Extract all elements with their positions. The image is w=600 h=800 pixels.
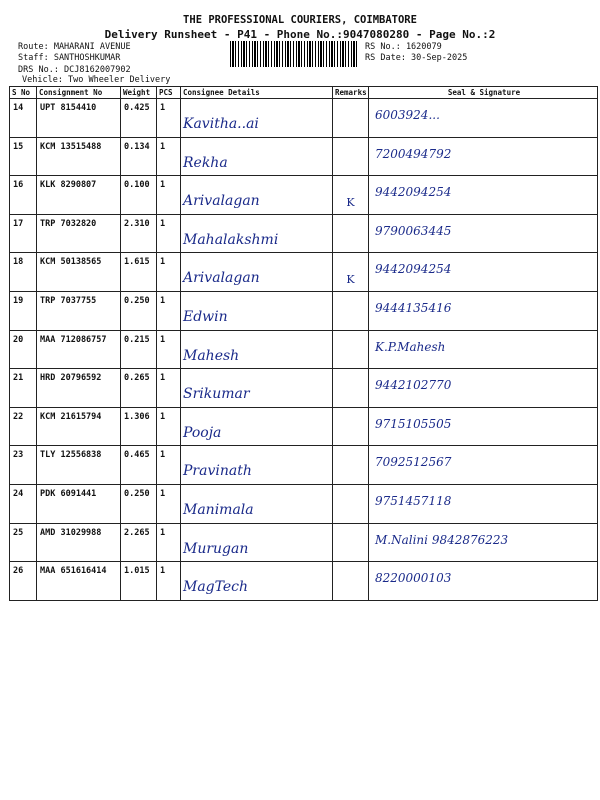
signature-text-cell [369,253,598,292]
consignee-name: Pooja [183,424,222,441]
serial-number: 20 [13,334,24,345]
remark-mark: K [346,196,355,210]
barcode-image [230,41,358,67]
consignee-name-cell [181,446,333,485]
consignment-number: TRP 7037755 [40,295,97,306]
signature-text: 6003924... [375,108,440,122]
col-sno: S No [10,87,37,99]
weight-value-cell [121,369,157,408]
signature-text: M.Nalini 9842876223 [375,532,509,547]
consignment-number-cell [37,291,121,330]
company-title: THE PROFESSIONAL COURIERS, COIMBATORE [183,14,417,26]
serial-number: 15 [13,141,24,152]
pcs-value: 1 [160,450,166,461]
table-row [10,253,598,292]
consignment-number-cell [37,214,121,253]
pcs-value: 1 [160,295,166,306]
weight-value: 0.425 [124,103,150,113]
consignment-number-cell [37,446,121,485]
consignee-name-cell [181,291,333,330]
consignment-number-cell [37,99,121,138]
consignee-name-cell [181,523,333,562]
serial-number: 21 [13,373,24,384]
weight-value-cell [121,214,157,253]
serial-number-cell [10,330,37,369]
signature-text-cell [369,562,598,601]
pcs-value: 1 [160,180,166,191]
pcs-value: 1 [160,141,166,152]
remark-mark-cell [333,291,369,330]
signature-text: 7092512567 [375,455,452,470]
serial-number-cell [10,484,37,523]
pcs-value: 1 [160,411,166,422]
consignment-number-cell [37,407,121,446]
table-row [10,562,598,601]
pcs-value-cell [157,407,181,446]
consignee-name-cell [181,214,333,253]
vehicle-label: Vehicle: Two Wheeler Delivery [22,75,171,85]
consignment-number-cell [37,330,121,369]
weight-value: 0.100 [124,180,150,191]
remark-mark [333,485,368,505]
consignee-name: Murugan [183,540,249,557]
serial-number-cell [10,523,37,562]
pcs-value-cell [157,484,181,523]
consignee-name: Rekha [183,154,228,171]
serial-number-cell [10,446,37,485]
table-row [10,523,598,562]
consignee-name: MagTech [183,579,249,596]
pcs-value-cell [157,562,181,601]
weight-value-cell [121,291,157,330]
consignee-name: Srikumar [183,386,250,403]
serial-number: 18 [13,257,24,268]
consignee-name: Kavitha..ai [183,116,259,132]
consignee-name-cell [181,137,333,176]
consignee-name-cell [181,253,333,292]
col-pcs: PCS [157,87,181,99]
consignee-name: Arivalagan [183,193,260,210]
pcs-value-cell [157,176,181,215]
signature-text: 9442094254 [375,262,452,277]
serial-number-cell [10,253,37,292]
remark-mark-cell [333,407,369,446]
serial-number-cell [10,562,37,601]
serial-number-cell [10,137,37,176]
remark-mark [333,408,368,428]
consignment-number: AMD 31029988 [40,527,102,538]
remark-mark [333,215,368,235]
weight-value: 0.250 [124,488,150,499]
consignment-number: KLK 8290807 [40,180,97,191]
consignment-number: MAA 712086757 [40,334,107,345]
signature-text-cell [369,291,598,330]
signature-text-cell [369,369,598,408]
pcs-value-cell [157,369,181,408]
pcs-value-cell [157,291,181,330]
pcs-value: 1 [160,373,166,384]
remark-mark-cell [333,562,369,601]
pcs-value: 1 [160,334,166,345]
route-label: Route: MAHARANI AVENUE [18,42,131,52]
consignee-name: Pravinath [183,463,252,480]
remark-mark-cell [333,484,369,523]
col-remarks: Remarks [333,87,369,99]
signature-text-cell [369,484,598,523]
consignee-name: Mahalakshmi [183,231,279,248]
weight-value-cell [121,446,157,485]
remark-mark-cell [333,214,369,253]
table-row [10,137,598,176]
signature-text: 8220000103 [375,571,452,586]
runsheet-subtitle: Delivery Runsheet - P41 - Phone No.:9047080280 - Page No.:2 [104,28,496,41]
weight-value: 0.465 [124,450,150,461]
remark-mark [333,292,368,312]
consignee-name-cell [181,330,333,369]
col-consignee: Consignee Details [181,87,333,99]
table-header-row [10,87,598,99]
remark-mark [333,446,368,466]
pcs-value: 1 [160,488,166,499]
col-consignment: Consignment No [37,87,121,99]
weight-value-cell [121,330,157,369]
serial-number: 14 [13,103,24,113]
weight-value-cell [121,523,157,562]
remark-mark-cell [333,176,369,215]
consignment-number: TRP 7032820 [40,218,97,229]
consignment-number-cell [37,369,121,408]
table-row [10,369,598,408]
signature-text-cell [369,523,598,562]
pcs-value-cell [157,330,181,369]
pcs-value-cell [157,99,181,138]
table-row [10,176,598,215]
weight-value: 0.215 [124,334,150,345]
pcs-value-cell [157,523,181,562]
signature-text: 9751457118 [375,493,452,508]
table-row [10,484,598,523]
remark-mark [333,369,368,389]
pcs-value: 1 [160,566,166,577]
consignment-number-cell [37,253,121,292]
serial-number: 25 [13,527,24,538]
remark-mark [333,562,368,582]
table-row [10,330,598,369]
consignee-name: Edwin [183,308,228,325]
weight-value: 0.134 [124,141,150,152]
col-weight: Weight [121,87,157,99]
signature-text-cell [369,407,598,446]
pcs-value: 1 [160,218,166,229]
weight-value-cell [121,176,157,215]
remark-mark-cell [333,523,369,562]
consignment-number-cell [37,484,121,523]
rs-date: RS Date: 30-Sep-2025 [365,53,468,63]
weight-value: 0.250 [124,295,150,306]
pcs-value: 1 [160,527,166,538]
serial-number: 24 [13,488,24,499]
signature-text: 9442094254 [375,185,452,200]
consignment-number-cell [37,562,121,601]
consignment-number-cell [37,176,121,215]
serial-number: 19 [13,295,24,306]
consignment-number: KCM 13515488 [40,141,102,152]
table-row [10,446,598,485]
signature-text: 9444135416 [375,300,452,315]
consignment-number-cell [37,523,121,562]
signature-text-cell [369,214,598,253]
runsheet-table [9,86,598,601]
serial-number: 16 [13,180,24,191]
pcs-value: 1 [160,103,166,113]
serial-number-cell [10,99,37,138]
consignment-number: TLY 12556838 [40,450,102,461]
consignee-name-cell [181,484,333,523]
consignee-name: Manimala [183,501,254,518]
drs-number: DRS No.: DCJ8162007902 [18,65,131,75]
signature-text-cell [369,99,598,138]
weight-value: 0.265 [124,373,150,384]
remark-mark [333,138,368,158]
serial-number: 23 [13,450,24,461]
weight-value-cell [121,253,157,292]
signature-text-cell [369,446,598,485]
remark-mark [333,331,368,351]
serial-number-cell [10,214,37,253]
consignment-number: KCM 50138565 [40,257,102,268]
rs-number: RS No.: 1620079 [365,42,442,52]
consignment-number: KCM 21615794 [40,411,102,422]
weight-value: 2.265 [124,527,150,538]
weight-value: 1.615 [124,257,150,268]
remark-mark-cell [333,99,369,138]
col-signature: Seal & Signature [369,87,598,99]
remark-mark-cell [333,137,369,176]
remark-mark [333,524,368,544]
serial-number-cell [10,176,37,215]
consignee-name-cell [181,562,333,601]
serial-number: 17 [13,218,24,229]
consignee-name: Mahesh [183,347,240,364]
serial-number-cell [10,407,37,446]
signature-text: 9442102770 [375,378,452,393]
staff-label: Staff: SANTHOSHKUMAR [18,53,121,63]
serial-number-cell [10,291,37,330]
serial-number-cell [10,369,37,408]
remark-mark: K [346,273,355,287]
table-row [10,407,598,446]
serial-number: 26 [13,566,24,577]
remark-mark-cell [333,369,369,408]
consignee-name-cell [181,99,333,138]
consignee-name: Arivalagan [183,270,260,287]
signature-text: K.P.Mahesh [375,339,446,354]
weight-value-cell [121,137,157,176]
consignment-number-cell [37,137,121,176]
consignment-number: HRD 20796592 [40,373,102,384]
remark-mark-cell [333,253,369,292]
consignee-name-cell [181,369,333,408]
weight-value: 1.015 [124,566,150,577]
signature-text-cell [369,137,598,176]
weight-value-cell [121,562,157,601]
remark-mark-cell [333,446,369,485]
pcs-value-cell [157,253,181,292]
serial-number: 22 [13,411,24,422]
pcs-value-cell [157,214,181,253]
consignee-name-cell [181,176,333,215]
remark-mark-cell [333,330,369,369]
consignment-number: UPT 8154410 [40,103,97,113]
pcs-value-cell [157,446,181,485]
weight-value: 1.306 [124,411,150,422]
signature-text: 9790063445 [375,223,452,238]
weight-value: 2.310 [124,218,150,229]
weight-value-cell [121,99,157,138]
remark-mark [333,99,368,119]
pcs-value: 1 [160,257,166,268]
signature-text-cell [369,176,598,215]
consignee-name-cell [181,407,333,446]
pcs-value-cell [157,137,181,176]
consignment-number: PDK 6091441 [40,488,97,499]
table-row [10,214,598,253]
signature-text: 7200494792 [375,146,452,161]
weight-value-cell [121,407,157,446]
consignment-number: MAA 651616414 [40,566,107,577]
table-row [10,99,598,138]
table-row [10,291,598,330]
signature-text-cell [369,330,598,369]
signature-text: 9715105505 [375,416,452,431]
weight-value-cell [121,484,157,523]
